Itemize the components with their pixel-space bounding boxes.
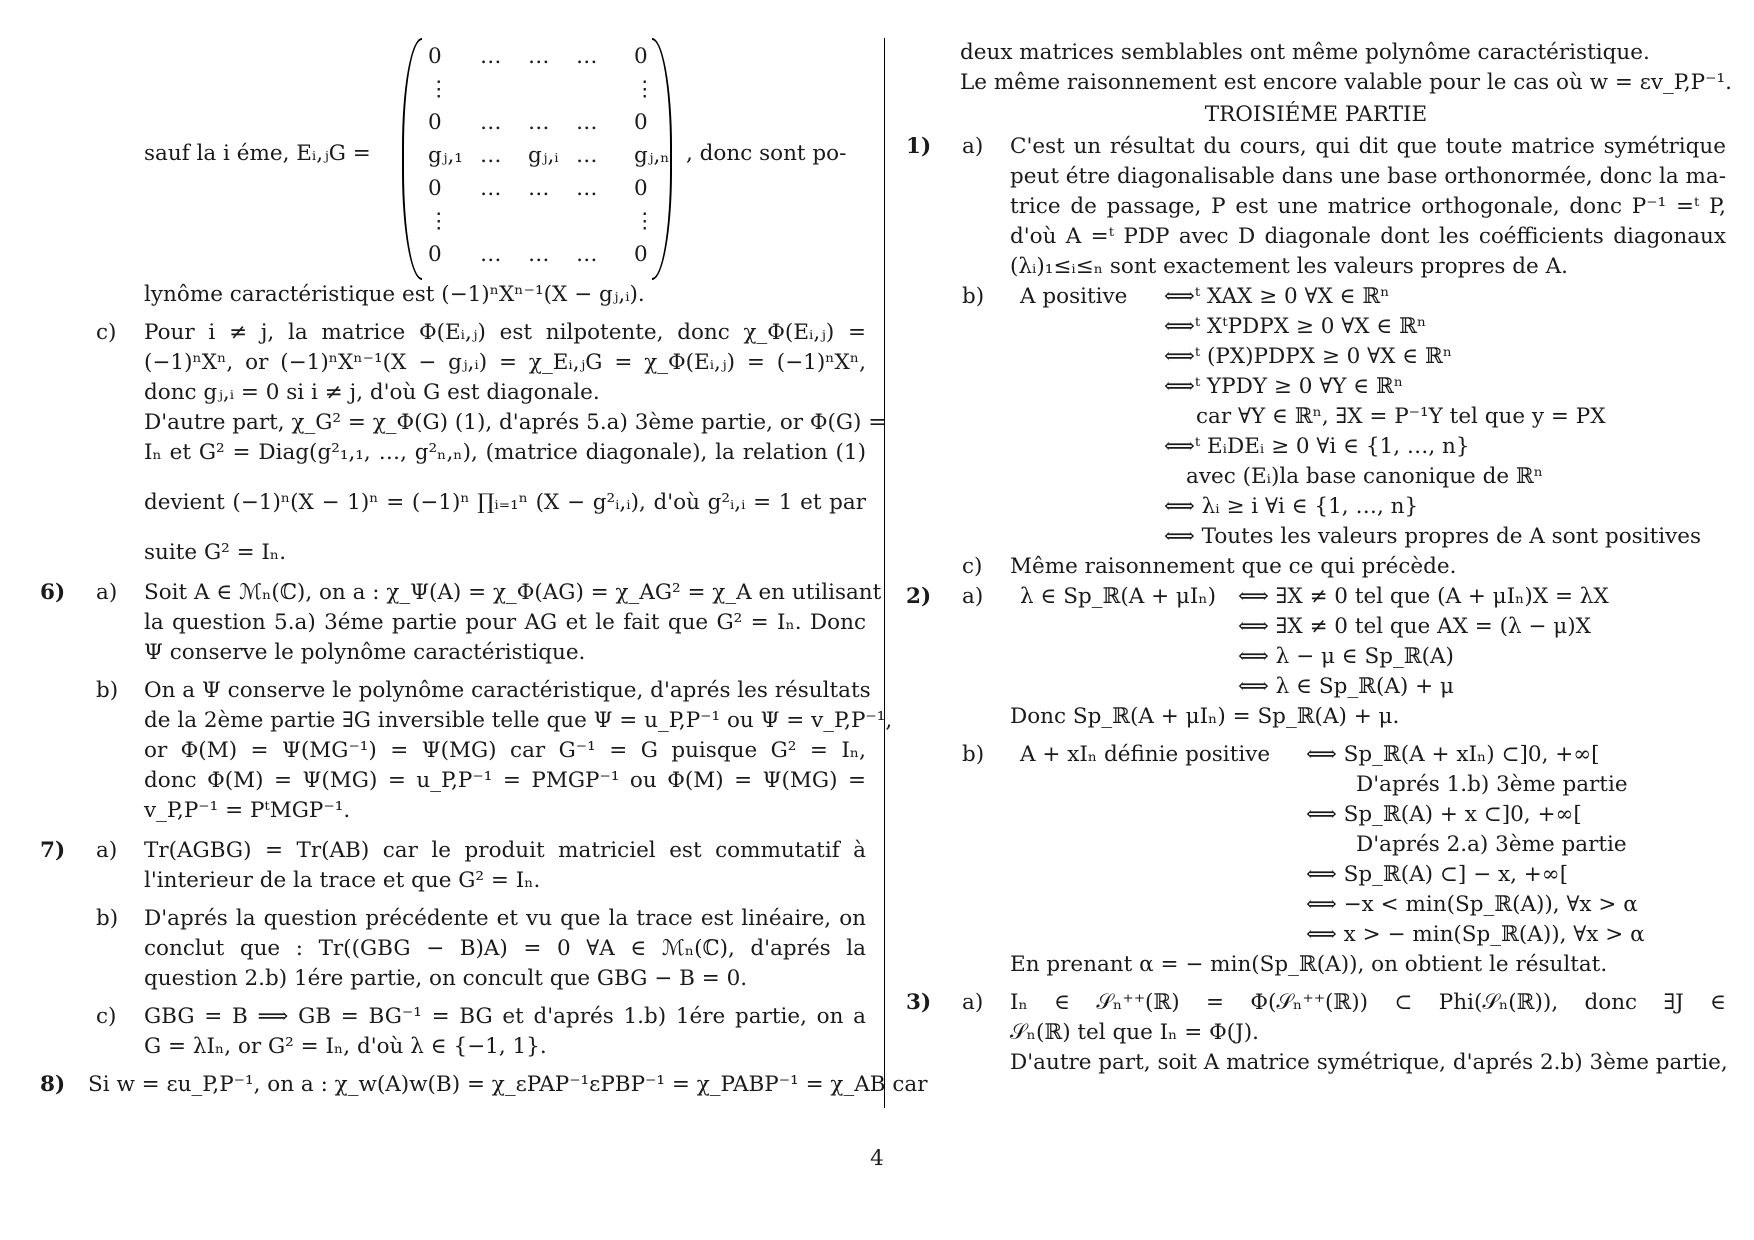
item-marker: c) — [96, 320, 117, 345]
matrix-block — [40, 38, 866, 280]
matrix-cell: … — [528, 44, 550, 69]
text-line: ⟺ Toutes les valeurs propres de A sont positives — [1164, 524, 1702, 549]
matrix-cell: ⋮ — [428, 77, 450, 102]
text-line: lynôme caractéristique est (−1)ⁿXⁿ⁻¹(X − gⱼ,ᵢ). — [144, 282, 645, 307]
matrix-cell: 0 — [428, 44, 442, 69]
text-line: G = λIₙ, or G² = Iₙ, d'où λ ∈ {−1, 1}. — [144, 1034, 547, 1059]
text-line: b) On a Ψ conserve le polynôme caractéristique, d'aprés les résultats — [40, 676, 866, 706]
text-line: peut étre diagonalisable dans une base orthonormée, donc la ma- — [1010, 164, 1727, 189]
matrix-cell: … — [576, 143, 598, 168]
text-line: ⟺ᵗ XᵗPDPX ≥ 0 ∀X ∈ ℝⁿ — [1164, 314, 1427, 339]
text-line: c) Même raisonnement que ce qui précède. — [906, 552, 1726, 582]
text-line: 7) a) Tr(AGBG) = Tr(AB) car le produit matriciel est commutatif à — [40, 836, 866, 866]
item-marker: c) — [96, 1004, 117, 1029]
matrix-cell: 0 — [428, 176, 442, 201]
matrix-cell: gⱼ,ₙ — [634, 143, 670, 168]
text-line: conclut que : Tr((GBG − B)A) = 0 ∀A ∈ ℳₙ(ℂ), d'aprés la — [144, 936, 866, 961]
question-number: 1) — [906, 134, 932, 159]
item-marker: a) — [96, 580, 118, 605]
text-line: d'où A =ᵗ PDP avec D diagonale dont les coéfficients diagonaux — [1010, 224, 1726, 249]
text-line: D'autre part, soit A matrice symétrique, d'aprés 2.b) 3ème partie, — [1010, 1050, 1728, 1075]
text-line: ⟺ᵗ EᵢDEᵢ ≥ 0 ∀i ∈ {1, …, n} — [1164, 434, 1470, 459]
text-line: D'aprés 1.b) 3ème partie — [1356, 772, 1628, 797]
text-line: c) Pour i ≠ j, la matrice Φ(Eᵢ,ⱼ) est nilpotente, donc χ_Φ(Eᵢ,ⱼ) = — [40, 318, 866, 348]
text-line: devient (−1)ⁿ(X − 1)ⁿ = (−1)ⁿ ∏ᵢ₌₁ⁿ (X − g²ᵢ,ᵢ), d'où g²ᵢ,ᵢ = 1 et par — [144, 490, 866, 515]
text-line: ⟺ᵗ YPDY ≥ 0 ∀Y ∈ ℝⁿ — [1164, 374, 1404, 399]
matrix-cell: … — [576, 176, 598, 201]
text-line: suite G² = Iₙ. — [144, 540, 287, 565]
text-line: car ∀Y ∈ ℝⁿ, ∃X = P⁻¹Y tel que y = PX — [1196, 404, 1606, 429]
item-marker: a) — [96, 838, 118, 863]
text-line: de la 2ème partie ∃G inversible telle que Ψ = u_P,P⁻¹ ou Ψ = v_P,P⁻¹, — [144, 708, 893, 733]
item-marker: a) — [962, 990, 984, 1015]
text-line: avec (Eᵢ)la base canonique de ℝⁿ — [1186, 464, 1544, 489]
matrix-cell: 0 — [634, 242, 648, 267]
matrix-row — [428, 143, 670, 169]
matrix-cell: … — [528, 110, 550, 135]
matrix-cell: gⱼ,₁ — [428, 143, 463, 168]
item-marker: c) — [962, 554, 983, 579]
matrix-cell: ⋮ — [428, 209, 450, 234]
text-line: or Φ(M) = Ψ(MG⁻¹) = Ψ(MG) car G⁻¹ = G puisque G² = Iₙ, — [144, 738, 866, 763]
text-line: ⟺ᵗ (PX)PDPX ≥ 0 ∀X ∈ ℝⁿ — [1164, 344, 1453, 369]
question-number: 6) — [40, 580, 66, 605]
matrix-row — [428, 242, 658, 268]
matrix-cell: gⱼ,ᵢ — [528, 143, 559, 168]
matrix-cell: … — [528, 176, 550, 201]
text-line: D'aprés 2.a) 3ème partie — [1356, 832, 1627, 857]
question-number: 7) — [40, 838, 66, 863]
text-line: Donc Sp_ℝ(A + μIₙ) = Sp_ℝ(A) + μ. — [1010, 704, 1400, 729]
matrix — [402, 38, 672, 280]
text-line: la question 5.a) 3éme partie pour AG et le fait que G² = Iₙ. Donc — [144, 610, 866, 635]
text-line: c) GBG = B ⟹ GB = BG⁻¹ = BG et d'aprés 1.b) 1ére partie, on a — [40, 1002, 866, 1032]
matrix-cell: … — [480, 143, 502, 168]
item-marker: b) — [962, 284, 985, 309]
matrix-cell: … — [528, 242, 550, 267]
item-marker: b) — [962, 742, 985, 767]
matrix-row — [428, 44, 658, 70]
matrix-cell: 0 — [634, 110, 648, 135]
text-line: Ψ conserve le polynôme caractéristique. — [144, 640, 586, 665]
matrix-cell: 0 — [634, 176, 648, 201]
text-line: 1) a) C'est un résultat du cours, qui dit que toute matrice symétrique — [906, 132, 1726, 162]
matrix-cell: 0 — [428, 242, 442, 267]
text-line: (λᵢ)₁≤ᵢ≤ₙ sont exactement les valeurs propres de A. — [1010, 254, 1568, 279]
text-line: 𝒮ₙ(ℝ) tel que Iₙ = Φ(J). — [1010, 1020, 1259, 1045]
question-number: 3) — [906, 990, 932, 1015]
item-marker: a) — [962, 134, 984, 159]
text-line: 2) a) λ ∈ Sp_ℝ(A + μIₙ) ⟺ ∃X ≠ 0 tel que (A + μIₙ)X = λX — [906, 582, 1726, 612]
text-line: trice de passage, P est une matrice orthogonale, donc P⁻¹ =ᵗ P, — [1010, 194, 1726, 219]
text-line: ⟺ x > − min(Sp_ℝ(A)), ∀x > α — [1306, 922, 1645, 947]
text-line: ⟺ λᵢ ≥ i ∀i ∈ {1, …, n} — [1164, 494, 1419, 519]
text-line: ⟺ Sp_ℝ(A) + x ⊂]0, +∞[ — [1306, 802, 1582, 827]
text-line: 3) a) Iₙ ∈ 𝒮ₙ⁺⁺(ℝ) = Φ(𝒮ₙ⁺⁺(ℝ)) ⊂ Phi(𝒮ₙ(ℝ)), donc ∃J ∈ — [906, 988, 1726, 1018]
matrix-cell: … — [576, 110, 598, 135]
text-line: ⟺ Sp_ℝ(A) ⊂] − x, +∞[ — [1306, 862, 1569, 887]
text-line: deux matrices semblables ont même polynôme caractéristique. — [960, 40, 1650, 65]
matrix-cell: … — [480, 44, 502, 69]
item-marker: a) — [962, 584, 984, 609]
matrix-cell: 0 — [634, 44, 648, 69]
text-line: En prenant α = − min(Sp_ℝ(A)), on obtient le résultat. — [1010, 952, 1608, 977]
item-marker: b) — [96, 678, 119, 703]
text-line: v_P,P⁻¹ = PᵗMGP⁻¹. — [144, 798, 351, 823]
matrix-row — [428, 110, 658, 136]
matrix-cell: … — [576, 242, 598, 267]
section-title: TROISIÉME PARTIE — [1204, 102, 1428, 127]
text-line: b) A + xIₙ définie positive ⟺ Sp_ℝ(A + xIₙ) ⊂]0, +∞[ — [906, 740, 1726, 770]
column-divider — [884, 38, 885, 1108]
matrix-cell: … — [480, 110, 502, 135]
text-line: Iₙ et G² = Diag(g²₁,₁, …, g²ₙ,ₙ), (matrice diagonale), la relation (1) — [144, 440, 866, 465]
matrix-cell: 0 — [428, 110, 442, 135]
matrix-after-text: , donc sont po- — [686, 141, 847, 166]
text-line: donc gⱼ,ᵢ = 0 si i ≠ j, d'où G est diagonale. — [144, 380, 600, 405]
text-line: (−1)ⁿXⁿ, or (−1)ⁿXⁿ⁻¹(X − gⱼ,ᵢ) = χ_Eᵢ,ⱼG = χ_Φ(Eᵢ,ⱼ) = (−1)ⁿXⁿ, — [144, 350, 866, 375]
text-line: ⟺ λ ∈ Sp_ℝ(A) + μ — [1238, 674, 1454, 699]
page-number: 4 — [870, 1146, 884, 1171]
text-line: b) D'aprés la question précédente et vu que la trace est linéaire, on — [40, 904, 866, 934]
matrix-label: sauf la i éme, Eᵢ,ⱼG = — [144, 141, 371, 166]
text-line: l'interieur de la trace et que G² = Iₙ. — [144, 868, 541, 893]
item-marker: b) — [96, 906, 119, 931]
text-line: b) A positive ⟺ᵗ XAX ≥ 0 ∀X ∈ ℝⁿ — [906, 282, 1726, 312]
text-line: ⟺ −x < min(Sp_ℝ(A)), ∀x > α — [1306, 892, 1638, 917]
matrix-row — [428, 176, 658, 202]
matrix-cell: … — [480, 176, 502, 201]
right-column — [906, 38, 1732, 1078]
text-line: donc Φ(M) = Ψ(MG) = u_P,P⁻¹ = PMGP⁻¹ ou Φ(M) = Ψ(MG) = — [144, 768, 866, 793]
left-parenthesis — [402, 38, 422, 280]
text-line: 8) Si w = εu_P,P⁻¹, on a : χ_w(A)w(B) = χ_εPAP⁻¹εPBP⁻¹ = χ_PABP⁻¹ = χ_AB car — [40, 1070, 866, 1100]
matrix-row — [428, 77, 658, 103]
matrix-row — [428, 209, 658, 235]
text-line: 6) a) Soit A ∈ ℳₙ(ℂ), on a : χ_Ψ(A) = χ_Φ(AG) = χ_AG² = χ_A en utilisant — [40, 578, 866, 608]
matrix-cell: ⋮ — [634, 209, 656, 234]
text-line: D'autre part, χ_G² = χ_Φ(G) (1), d'aprés 5.a) 3ème partie, or Φ(G) = — [144, 410, 887, 435]
matrix-cell: ⋮ — [634, 77, 656, 102]
left-column — [40, 38, 928, 1100]
text-line: ⟺ ∃X ≠ 0 tel que AX = (λ − μ)X — [1238, 614, 1591, 639]
text-line: question 2.b) 1ére partie, on concult que GBG − B = 0. — [144, 966, 748, 991]
question-number: 8) — [40, 1072, 66, 1097]
text-line: ⟺ λ − μ ∈ Sp_ℝ(A) — [1238, 644, 1454, 669]
matrix-cell: … — [480, 242, 502, 267]
matrix-cell: … — [576, 44, 598, 69]
text-line: Le même raisonnement est encore valable pour le cas où w = εv_P,P⁻¹. — [960, 70, 1732, 95]
question-number: 2) — [906, 584, 932, 609]
